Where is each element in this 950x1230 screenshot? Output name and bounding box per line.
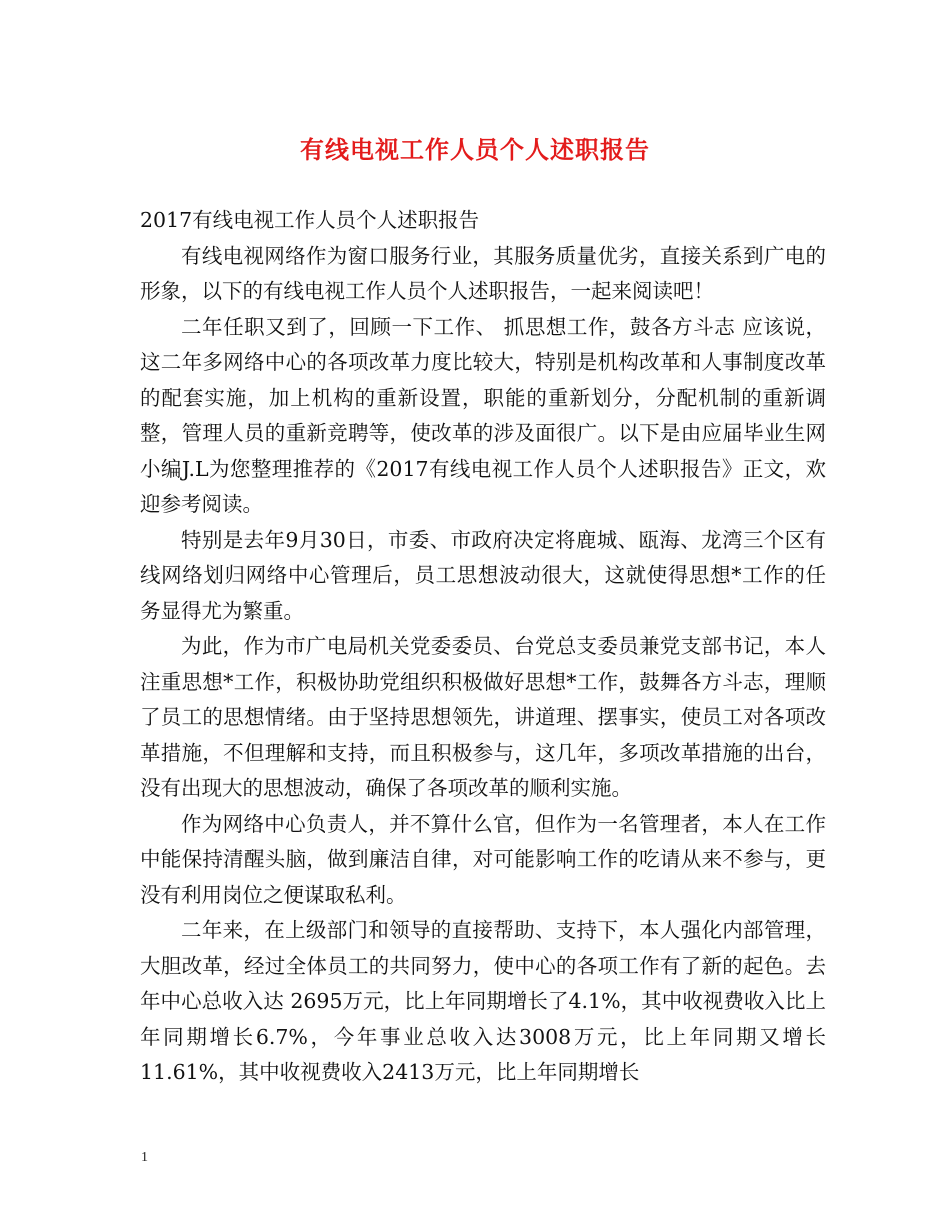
paragraph: 作为网络中心负责人，并不算什么官，但作为一名管理者，本人在工作中能保持清醒头脑，做到廉洁自律，对可能影响工作的吃请从来不参与，更没有利用岗位之便谋取私利。 xyxy=(140,811,826,907)
paragraph: 为此，作为市广电局机关党委委员、台党总支委员兼党支部书记，本人注重思想*工作，积极协助党组织积极做好思想*工作，鼓舞各方斗志，理顺了员工的思想情绪。由于坚持思想领先，讲道理、摆事实，使员工对各项改革措施，不但理解和支持，而且积极参与，这几年，多项改革措施的出台，没有出现大的思想波动，确保了各项改革的顺利实施。 xyxy=(140,634,826,800)
document-subtitle: 2017有线电视工作人员个人述职报告 xyxy=(140,208,480,232)
paragraph: 二年任职又到了，回顾一下工作、 抓思想工作，鼓各方斗志 应该说，这二年多网络中心的各项改革力度比较大，特别是机构改革和人事制度改革的配套实施，加上机构的重新设置，职能的重新划分，分配机制的重新调整，管理人员的重新竞聘等，使改革的涉及面很广。以下是由应届毕业生网小编J.L为您整理推荐的《2017有线电视工作人员个人述职报告》正文，欢迎参考阅读。 xyxy=(140,314,826,516)
paragraph: 有线电视网络作为窗口服务行业，其服务质量优劣，直接关系到广电的形象，以下的有线电视工作人员个人述职报告，一起来阅读吧！ xyxy=(140,243,826,303)
page-number: 1 xyxy=(141,1150,148,1165)
document-title: 有线电视工作人员个人述职报告 xyxy=(300,135,650,164)
document-body xyxy=(140,203,826,1091)
paragraph: 二年来，在上级部门和领导的直接帮助、支持下，本人强化内部管理，大胆改革，经过全体员工的共同努力，使中心的各项工作有了新的起色。去年中心总收入达 2695万元，比上年同期增长了4.1%，其中收视费收入比上年同期增长6.7%，今年事业总收入达3008万元，比上年同期又增长11.61%，其中收视费收入2413万元，比上年同期增长 xyxy=(140,918,826,1084)
paragraph: 特别是去年9月30日，市委、市政府决定将鹿城、瓯海、龙湾三个区有线网络划归网络中心管理后，员工思想波动很大，这就使得思想*工作的任务显得尤为繁重。 xyxy=(140,527,826,623)
